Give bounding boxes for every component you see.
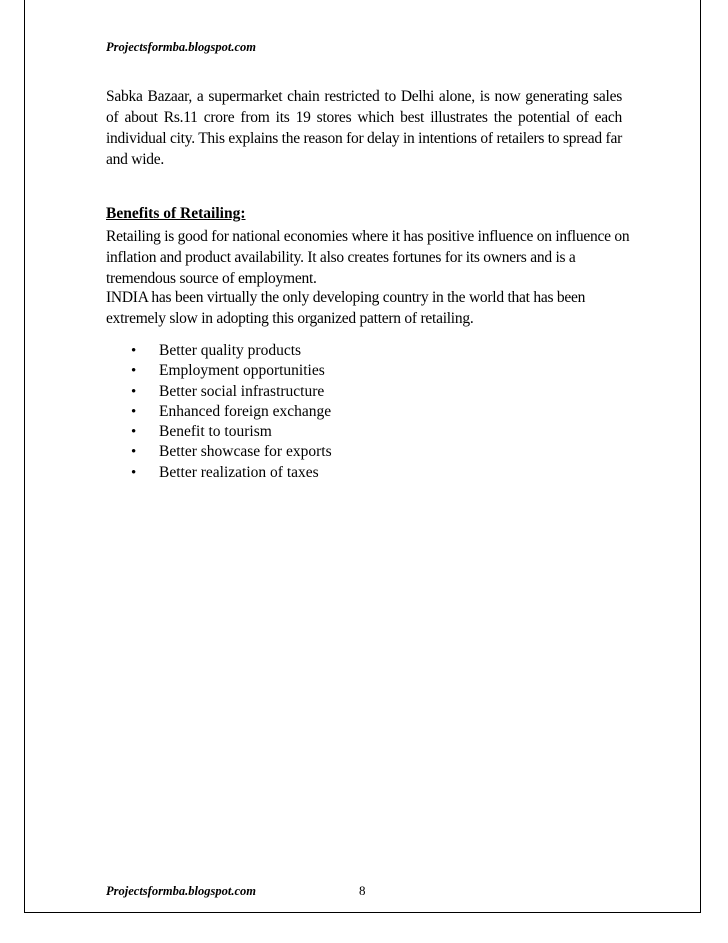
bullet-icon: •	[131, 383, 137, 400]
bullet-icon: •	[131, 403, 137, 420]
list-item-text: Benefit to tourism	[159, 423, 272, 441]
page-number: 8	[359, 883, 366, 898]
benefits-paragraph-2: INDIA has been virtually the only developing country in the world that has been extremely slow in adopting this organized pattern of retailing.	[106, 289, 586, 327]
list-item-text: Better social infrastructure	[159, 382, 325, 400]
list-item-text: Enhanced foreign exchange	[159, 402, 332, 420]
bullet-icon: •	[131, 464, 137, 481]
header-site-name: Projectsformba.blogspot.com	[106, 40, 256, 54]
intro-paragraph: Sabka Bazaar, a supermarket chain restricted to Delhi alone, is now generating sales of about Rs.11 crore from its 19 stores which best illustrates the potential of each individual city. This explains the reason for delay in intentions of retailers to spread far and wide.	[106, 88, 622, 168]
benefits-paragraph-1: Retailing is good for national economies where it has positive influence on influence on inflation and product availability. It also creates fortunes for its owners and is a tremendous source of employment.	[106, 228, 630, 287]
bullet-icon: •	[131, 444, 137, 461]
list-item	[131, 361, 332, 381]
list-item-text: Employment opportunities	[159, 362, 325, 380]
list-item	[131, 402, 332, 422]
list-item-text: Better showcase for exports	[159, 443, 332, 461]
bullet-icon: •	[131, 424, 137, 441]
list-item	[131, 341, 332, 361]
list-item-text: Better quality products	[159, 342, 302, 359]
list-item	[131, 463, 332, 483]
bullet-icon: •	[131, 363, 137, 380]
list-item	[131, 442, 332, 462]
bullet-icon: •	[131, 343, 137, 359]
list-item	[131, 382, 332, 402]
benefits-list	[131, 341, 332, 483]
list-item	[131, 422, 332, 442]
list-item-text: Better realization of taxes	[159, 463, 319, 481]
footer-site-name: Projectsformba.blogspot.com	[106, 884, 256, 898]
section-heading: Benefits of Retailing:	[106, 205, 246, 222]
